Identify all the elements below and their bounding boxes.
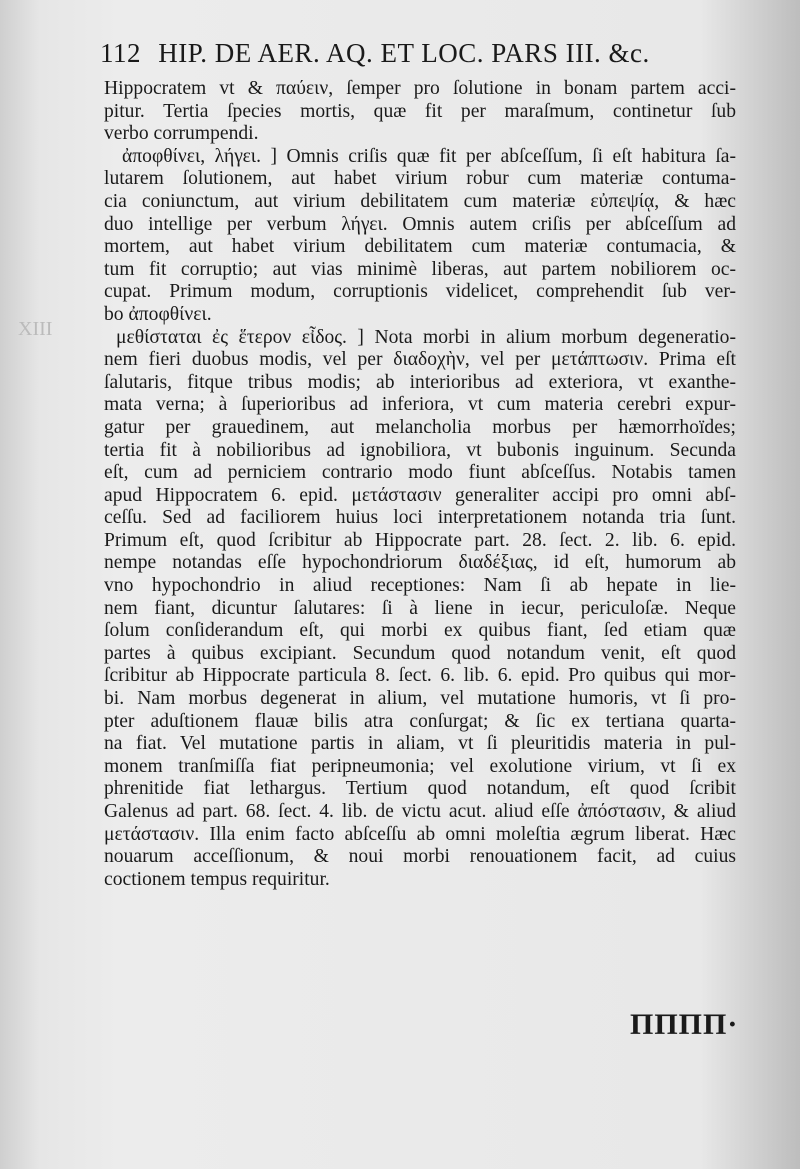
text-line: duo intellige per verbum λήγει. Omnis autem criſis per abſceſſum ad: [104, 213, 736, 235]
text-line: μεθίσταται ἐς ἕτερον εἶδος. ] Nota morbi in alium morbum degeneratio-: [116, 326, 736, 348]
text-line: nem fieri duobus modis, vel per διαδοχὴν, vel per μετάπτωσιν. Prima eſt: [104, 349, 736, 371]
text-line: gatur per grauedinem, aut melancholia morbus per hæmorrhoïdes;: [104, 416, 736, 438]
text-line: cia coniunctum, aut virium debilitatem cum materiæ εὐπεψίᾳ, & hæc: [104, 190, 736, 212]
text-line: pitur. Tertia ſpecies mortis, quæ fit per maraſmum, continetur ſub: [104, 100, 736, 122]
text-line: ceſſu. Sed ad faciliorem huius loci interpretationem notanda tria ſunt.: [104, 507, 736, 529]
text-line: na fiat. Vel mutatione partis in aliam, vt ſi pleuritidis materia in pul-: [104, 733, 736, 755]
text-line: μετάστασιν. Illa enim facto abſceſſu ab omni moleſtia ægrum liberat. Hæc: [104, 823, 736, 845]
text-line: nempe notandas eſſe hypochondriorum διαδέξιας, id eſt, humorum ab: [104, 552, 736, 574]
text-line: bo ἀποφθίνει.: [104, 303, 212, 325]
text-line: coctionem tempus requiritur.: [104, 868, 330, 890]
text-line: verbo corrumpendi.: [104, 123, 259, 145]
text-line: bi. Nam morbus degenerat in alium, vel mutatione humoris, vt ſi pro-: [104, 688, 736, 710]
text-line: pter aduſtionem flauæ bilis atra conſurgat; & ſic ex tertiana quarta-: [104, 710, 736, 732]
text-line: mortem, aut habet virium debilitatem cum materiæ contumacia, &: [104, 236, 736, 258]
text-line: tertia fit à nobilioribus ad ignobiliora, vt bubonis inguinum. Secunda: [104, 439, 736, 461]
text-line: nem fiant, dicuntur ſalutares: ſi à liene in iecur, periculoſæ. Neque: [104, 597, 736, 619]
text-line: monem tranſmiſſa fiat peripneumonia; vel exolutione virium, vt ſi ex: [104, 755, 736, 777]
text-line: lutarem ſolutionem, aut habet virium robur cum materiæ contuma-: [104, 168, 736, 190]
body-text: [104, 78, 736, 891]
text-line: cupat. Primum modum, corruptionis videlicet, comprehendit ſub ver-: [104, 281, 736, 303]
text-line: eſt, cum ad perniciem contrario modo fiunt abſceſſus. Notabis tamen: [104, 462, 736, 484]
text-line: ſalutaris, fitque tribus modis; ab interioribus ad exteriora, vt exanthe-: [104, 371, 736, 393]
text-line: Galenus ad part. 68. ſect. 4. lib. de victu acut. aliud eſſe ἀπόστασιν, & aliud: [104, 801, 736, 822]
text-line: vno hypochondrio in aliud receptiones: Nam ſi ab hepate in lie-: [104, 575, 736, 597]
text-line: ſcribitur ab Hippocrate particula 8. ſect. 6. lib. 6. epid. Pro quibus qui mor-: [104, 665, 736, 687]
margin-bleed-mark: XIII: [18, 318, 53, 340]
text-line: mata verna; à ſuperioribus ad inferiora, vt cum materia cerebri expur-: [104, 394, 736, 416]
text-line: ἀποφθίνει, λήγει. ] Omnis criſis quæ fit per abſceſſum, ſi eſt habitura ſa-: [122, 145, 736, 167]
page-number: 112: [100, 38, 141, 68]
text-line: nouarum acceſſionum, & noui morbi renouationem facit, ad cuius: [104, 846, 736, 868]
text-line: tum fit corruptio; aut vias minimè liberas, aut partem nobiliorem oc-: [104, 258, 736, 280]
text-line: partes à quibus excipiant. Secundum quod notandum venit, eſt quod: [104, 642, 736, 664]
text-line: Primum eſt, quod ſcribitur ab Hippocrate part. 28. ſect. 2. lib. 6. epid.: [104, 529, 736, 551]
text-line: phrenitide fiat lethargus. Tertium quod notandum, eſt quod ſcribit: [104, 778, 736, 800]
text-line: ſolum conſiderandum eſt, qui morbi ex quibus fiant, ſed etiam quæ: [104, 620, 736, 642]
text-line: apud Hippocratem 6. epid. μετάστασιν generaliter accipi pro omni abſ-: [104, 484, 736, 506]
text-line: Hippocratem vt & παύειν, ſemper pro ſolutione in bonam partem acci-: [104, 78, 736, 99]
running-header: [100, 38, 700, 69]
catchword: ΠΠΠΠ·: [630, 1008, 739, 1041]
running-title: HIP. DE AER. AQ. ET LOC. PARS III. &c.: [158, 38, 650, 68]
